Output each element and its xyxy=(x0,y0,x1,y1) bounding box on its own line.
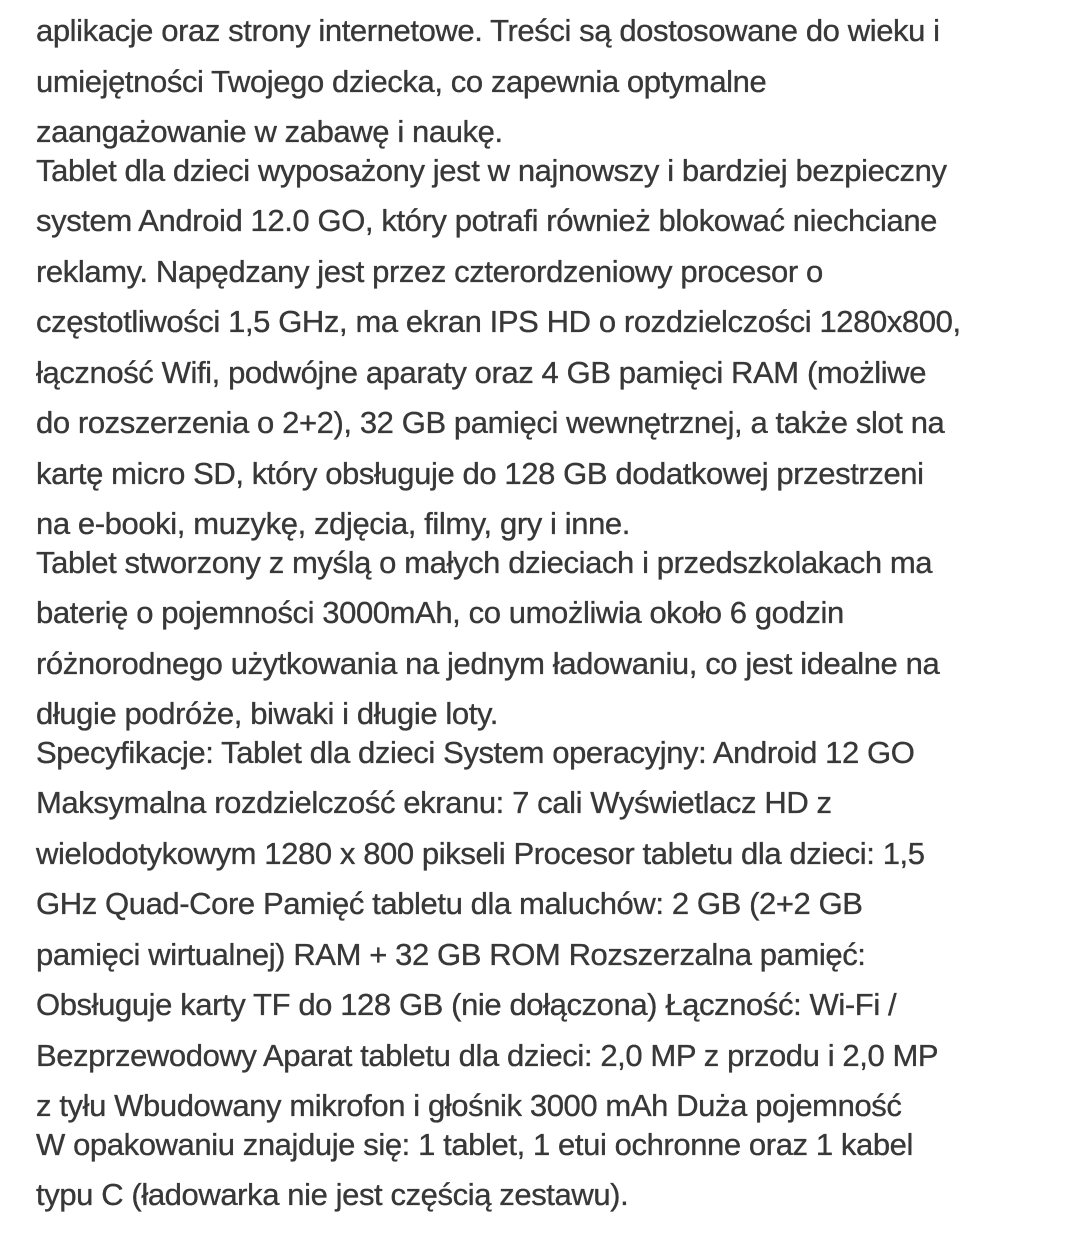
text-line: aplikacje oraz strony internetowe. Treści są dostosowane do wieku i xyxy=(36,13,940,48)
text-line: do rozszerzenia o 2+2), 32 GB pamięci wewnętrznej, a także slot na xyxy=(36,405,945,440)
text-line: Specyfikacje: Tablet dla dzieci System operacyjny: Android 12 GO xyxy=(36,734,915,770)
text-line: wielodotykowym 1280 x 800 pikseli Procesor tabletu dla dzieci: 1,5 xyxy=(36,835,925,871)
text-line: Bezprzewodowy Aparat tabletu dla dzieci: 2,0 MP z przodu i 2,0 MP xyxy=(36,1037,939,1073)
text-line: Maksymalna rozdzielczość ekranu: 7 cali Wyświetlacz HD z xyxy=(36,785,832,820)
text-line: częstotliwości 1,5 GHz, ma ekran IPS HD o rozdzielczości 1280x800, xyxy=(36,304,961,339)
text-line: łączność Wifi, podwójne aparaty oraz 4 GB pamięci RAM (możliwe xyxy=(36,354,927,390)
paragraph-specifications xyxy=(36,728,1056,1132)
text-line: na e-booki, muzykę, zdjęcia, filmy, gry i inne. xyxy=(36,506,630,541)
text-line: W opakowaniu znajduje się: 1 tablet, 1 etui ochronne oraz 1 kabel xyxy=(36,1126,914,1162)
paragraph-package-contents xyxy=(36,1120,1056,1221)
text-line: baterię o pojemności 3000mAh, co umożliwia około 6 godzin xyxy=(36,595,844,630)
text-line: różnorodnego użytkowania na jednym ładowaniu, co jest idealne na xyxy=(36,645,940,681)
text-line: kartę micro SD, który obsługuje do 128 GB dodatkowej przestrzeni xyxy=(36,455,924,491)
text-line: typu C (ładowarka nie jest częścią zestawu). xyxy=(36,1177,629,1212)
text-line: z tyłu Wbudowany mikrofon i głośnik 3000 mAh Duża pojemność xyxy=(36,1088,902,1123)
text-line: zaangażowanie w zabawę i naukę. xyxy=(36,114,503,149)
text-line: Obsługuje karty TF do 128 GB (nie dołączona) Łączność: Wi-Fi / xyxy=(36,987,897,1022)
text-line: GHz Quad-Core Pamięć tabletu dla maluchów: 2 GB (2+2 GB xyxy=(36,886,863,921)
paragraph-battery xyxy=(36,538,1056,740)
text-line: reklamy. Napędzany jest przez czterordzeniowy procesor o xyxy=(36,253,823,289)
product-description xyxy=(36,6,1056,1221)
text-line: system Android 12.0 GO, który potrafi również blokować niechciane xyxy=(36,203,938,238)
text-line: Tablet stworzony z myślą o małych dzieciach i przedszkolakach ma xyxy=(36,544,933,580)
paragraph-system-hardware xyxy=(36,146,1056,550)
paragraph-content-intro xyxy=(36,6,1056,158)
text-line: umiejętności Twojego dziecka, co zapewnia optymalne xyxy=(36,63,767,99)
text-line: pamięci wirtualnej) RAM + 32 GB ROM Rozszerzalna pamięć: xyxy=(36,936,866,972)
text-line: długie podróże, biwaki i długie loty. xyxy=(36,696,498,731)
text-line: Tablet dla dzieci wyposażony jest w najnowszy i bardziej bezpieczny xyxy=(36,152,947,188)
